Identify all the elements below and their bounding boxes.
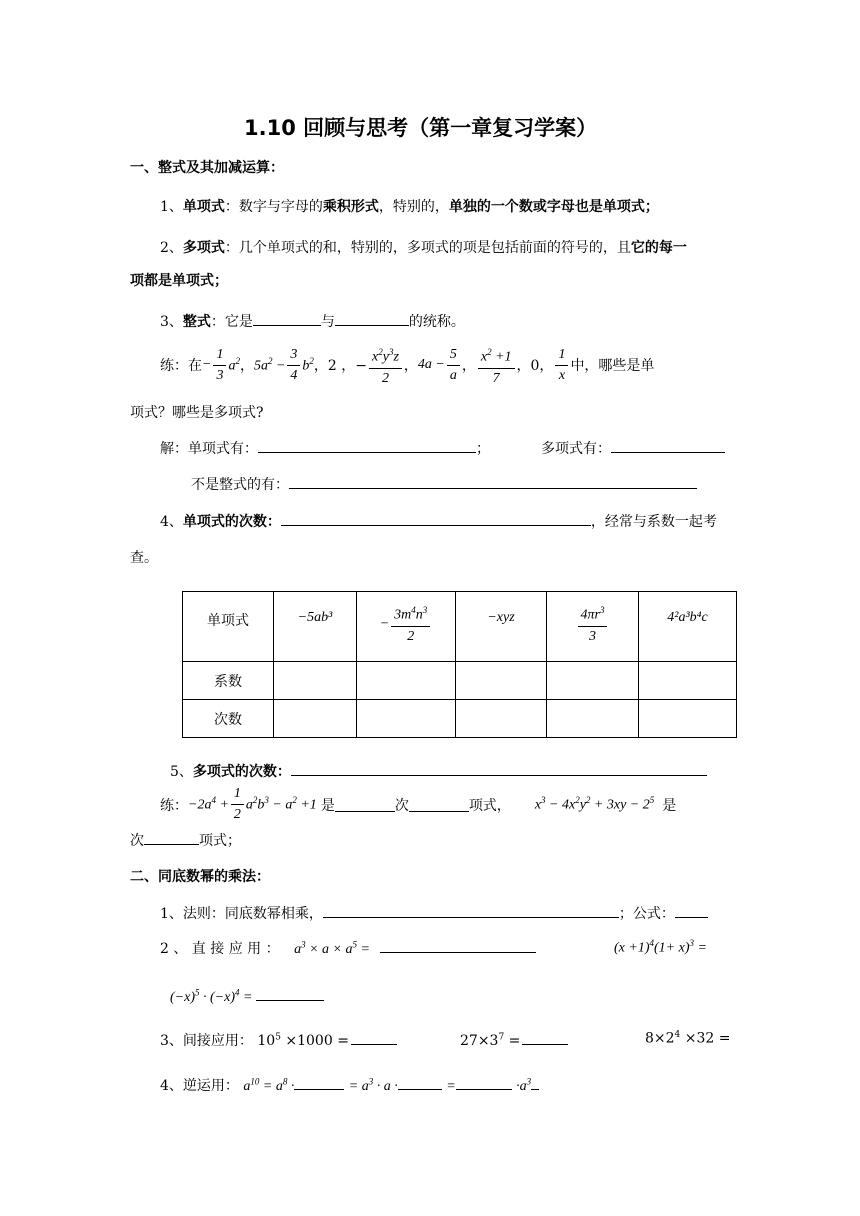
math: $27\times 3^7$ =	[460, 1032, 521, 1049]
colon: ：	[276, 764, 291, 780]
reverse-application	[160, 1075, 539, 1095]
fraction: $\frac{x^2 +1}{7}$	[478, 342, 515, 389]
blank-line[interactable]	[335, 311, 409, 326]
math: $a^2$	[228, 356, 240, 374]
math: $-2a^4$ +	[188, 795, 229, 813]
fraction: $\frac{4\pi r^3}{3}$	[578, 600, 608, 647]
blank-line[interactable]	[144, 830, 199, 845]
answer-cell[interactable]	[357, 662, 456, 700]
item-number: 4、	[160, 514, 183, 530]
answer-cell[interactable]	[456, 700, 547, 738]
blank-line[interactable]	[611, 438, 725, 453]
math: $a^{10} = a^8$ ·	[243, 1076, 295, 1094]
item-polynomial-cont: 项都是单项式；	[130, 273, 228, 289]
exercise-2	[160, 784, 676, 825]
monomial-cell: −5ab³	[274, 592, 357, 662]
math: −	[379, 616, 390, 632]
text: ，特别的，	[378, 199, 449, 215]
bold-text: 乘积形式	[322, 199, 379, 215]
item-monomial-degree-cont: 查。	[130, 550, 158, 566]
answer-cell[interactable]	[274, 662, 357, 700]
label: 解：单项式有：	[160, 441, 258, 457]
blank-line[interactable]	[291, 761, 707, 776]
blank-line[interactable]	[335, 797, 395, 812]
math: $a^3 \times a \times a^5$ =	[294, 939, 370, 957]
text: 与	[320, 314, 335, 330]
blank-line[interactable]	[256, 986, 324, 1001]
direct-application	[160, 938, 536, 958]
fraction: $\frac{3m^4n^3}{2}$	[391, 600, 430, 647]
indirect-application-3: $8\times 2^4 \times 32$ =	[645, 1030, 731, 1047]
section-heading-1: 一、整式及其加减运算：	[130, 160, 284, 176]
answer-cell[interactable]	[456, 662, 547, 700]
blank-line[interactable]	[531, 1075, 539, 1090]
section-heading-2: 二、同底数幂的乘法：	[130, 869, 270, 885]
math: $x^3 - 4x^2y^2 + 3xy - 2^5$	[534, 795, 655, 813]
fraction: $\frac{5}{a}$	[447, 345, 460, 386]
rule-line	[160, 903, 708, 923]
math: ，2 ，−	[313, 358, 367, 375]
math: $a^2b^3 - a^2 +1$	[245, 795, 317, 813]
text: ；	[476, 441, 490, 457]
answer-cell[interactable]	[547, 662, 639, 700]
label: 4、逆运用：	[160, 1078, 239, 1094]
colon: ：	[266, 514, 281, 530]
text: 次	[394, 797, 409, 814]
text: ：它是	[210, 314, 253, 330]
item-integral	[160, 311, 465, 331]
math: ，	[461, 358, 476, 375]
item-monomial-degree	[160, 511, 717, 531]
label: 2 、 直 接 应 用 ：	[160, 941, 280, 957]
term: 整式	[182, 314, 211, 330]
math: $10^5 \times 1000$ =	[257, 1032, 349, 1049]
blank-line[interactable]	[456, 1075, 512, 1090]
text: ；公式：	[618, 906, 675, 922]
text: ，经常与系数一起考	[590, 514, 717, 530]
blank-line[interactable]	[351, 1030, 397, 1045]
blank-line[interactable]	[409, 797, 469, 812]
math: $5a^2$ −	[253, 356, 286, 374]
item-monomial	[160, 196, 659, 216]
monomial-cell: −xyz	[456, 592, 547, 662]
page-title: 1.10 回顾与思考（第一章复习学案）	[244, 116, 598, 140]
math: ，	[403, 358, 418, 375]
blank-line[interactable]	[522, 1030, 568, 1045]
math: ，	[239, 358, 254, 375]
label: 练：	[160, 797, 188, 814]
answer-cell[interactable]	[547, 700, 639, 738]
answer-cell[interactable]	[274, 700, 357, 738]
monomial-cell	[547, 592, 639, 662]
direct-application-2: $(x +1)^4(1+ x)^3$ =	[614, 938, 707, 956]
text: ：数字与字母的	[224, 199, 323, 215]
row-header: 单项式	[183, 592, 274, 662]
text: 项式；	[199, 833, 241, 849]
term: 多项式的次数	[192, 764, 277, 780]
text: 的统称。	[408, 314, 465, 330]
math: =	[446, 1079, 456, 1094]
item-number: 2、	[160, 240, 183, 256]
item-number: 1、	[160, 199, 183, 215]
row-header: 次数	[183, 700, 274, 738]
answer-cell[interactable]	[639, 700, 737, 738]
math: $\cdot a^3$	[516, 1076, 532, 1094]
term: 单项式	[182, 199, 225, 215]
indirect-application	[160, 1030, 397, 1050]
text: 是	[662, 797, 677, 814]
blank-line[interactable]	[323, 903, 619, 918]
fraction: $\frac{3}{4}$	[287, 345, 300, 386]
label: 不是整式的有：	[191, 477, 289, 493]
exercise-1-cont: 项式？哪些是多项式?	[130, 405, 264, 421]
blank-line[interactable]	[398, 1075, 442, 1090]
exercise-2-cont	[130, 830, 241, 850]
fraction: $\frac{1}{3}$	[213, 345, 226, 386]
solution-not	[191, 474, 697, 494]
text: ：几个单项式的和，特别的，多项式的项是包括前面的符号的，且	[224, 240, 631, 256]
math: $(-x)^5 \cdot (-x)^4$ =	[170, 987, 253, 1005]
answer-cell[interactable]	[357, 700, 456, 738]
text: 1、法则：同底数幂相乘，	[160, 906, 323, 922]
blank-line[interactable]	[294, 1075, 344, 1090]
solution-line	[160, 438, 490, 458]
item-number: 3、	[160, 314, 183, 330]
blank-line[interactable]	[675, 903, 708, 918]
blank-line[interactable]	[289, 474, 697, 489]
item-polynomial	[160, 237, 687, 257]
math: $b^2$	[302, 356, 314, 374]
blank-line[interactable]	[258, 438, 476, 453]
solution-poly	[541, 438, 725, 458]
blank-line[interactable]	[281, 511, 591, 526]
item-number: 5、	[170, 764, 193, 780]
math: = $a^3 \cdot a$ ·	[348, 1076, 398, 1094]
term: 多项式	[182, 240, 225, 256]
fraction: $\frac{1}{2}$	[231, 784, 244, 825]
direct-application-3	[170, 986, 324, 1006]
blank-line[interactable]	[253, 311, 321, 326]
math: 4a −	[417, 357, 445, 373]
bold-text: 它的每一	[630, 240, 687, 256]
monomial-cell	[357, 592, 456, 662]
text: 次	[130, 833, 144, 849]
fraction: $\frac{x^2y^3z}{2}$	[369, 342, 402, 389]
answer-cell[interactable]	[639, 662, 737, 700]
indirect-application-2	[460, 1030, 568, 1049]
math: ，0，	[516, 358, 554, 375]
row-header: 系数	[183, 662, 274, 700]
text: 项式，	[468, 797, 511, 814]
label: 练：在	[160, 358, 202, 375]
label: 多项式有：	[541, 441, 611, 457]
item-polynomial-degree	[170, 761, 707, 781]
blank-line[interactable]	[380, 938, 536, 953]
bold-text: 单独的一个数或字母也是单项式；	[448, 199, 659, 215]
text: 是	[320, 797, 335, 814]
text: 中，哪些是单	[570, 358, 655, 375]
exercise-1	[160, 342, 654, 389]
math: −	[202, 357, 212, 373]
fraction: $\frac{1}{x}$	[555, 345, 568, 386]
monomial-cell: 4²a³b⁴c	[639, 592, 737, 662]
monomial-table	[182, 591, 737, 738]
term: 单项式的次数	[182, 514, 267, 530]
label: 3、间接应用：	[160, 1033, 253, 1049]
